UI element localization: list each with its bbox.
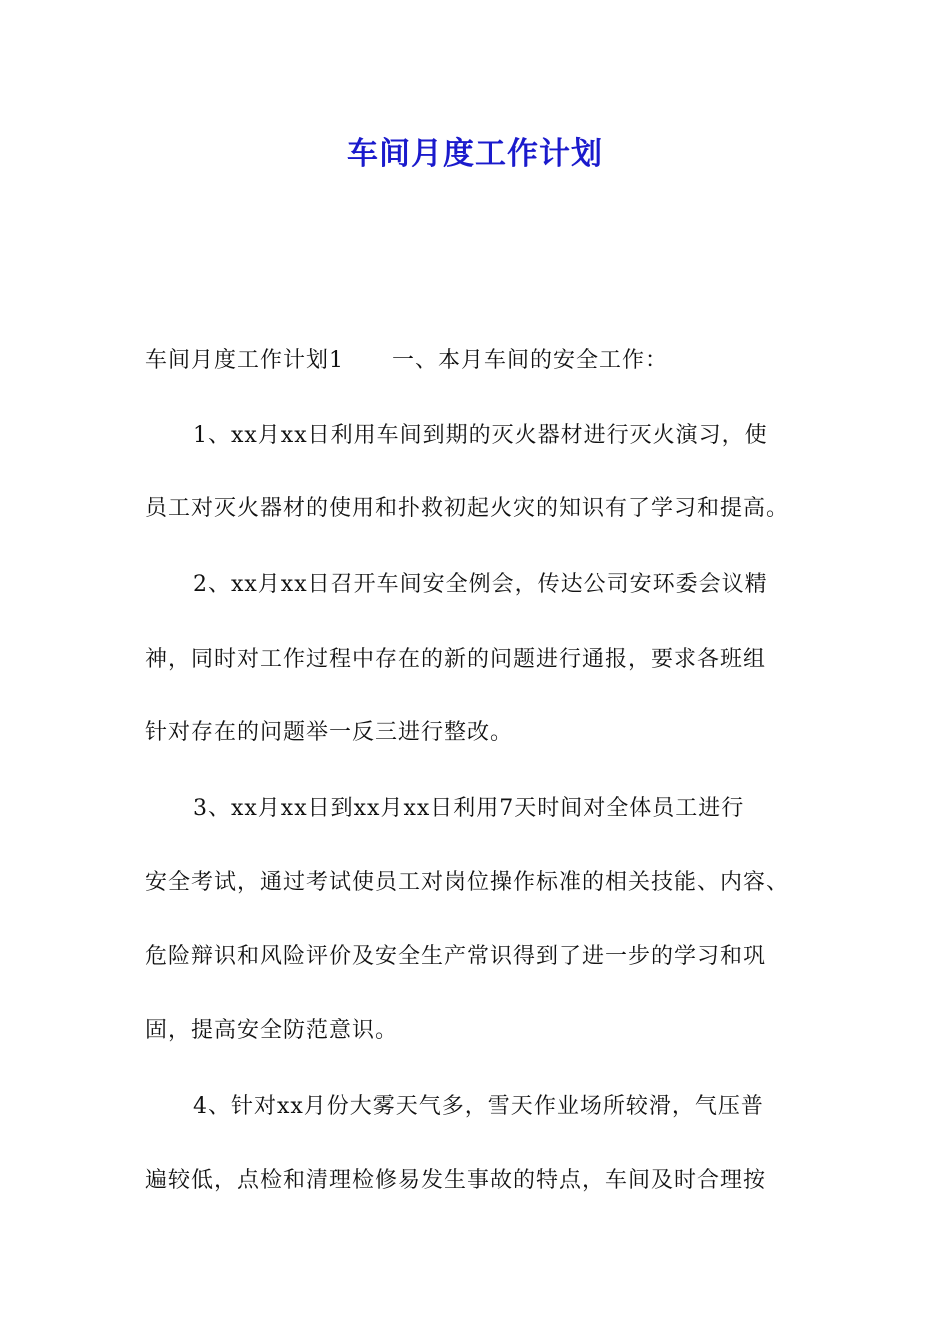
section-heading: 一、本月车间的安全工作： [392, 348, 669, 373]
paragraph-line: 固，提高安全防范意识。 [145, 1018, 399, 1043]
paragraph-line: 危险辩识和风险评价及安全生产常识得到了进一步的学习和巩 [145, 944, 767, 969]
paragraph-line: 2、xx月xx日召开车间安全例会，传达公司安环委会议精 [193, 572, 768, 597]
paragraph-line: 4、针对xx月份大雾天气多，雪天作业场所较滑，气压普 [193, 1094, 764, 1119]
paragraph-line: 神，同时对工作过程中存在的新的问题进行通报，要求各班组 [145, 647, 767, 672]
section-heading-line [145, 346, 668, 376]
paragraph-line: 1、xx月xx日利用车间到期的灭火器材进行灭火演习，使 [193, 423, 768, 448]
paragraph-line: 遍较低，点检和清理检修易发生事故的特点，车间及时合理按 [145, 1168, 767, 1193]
paragraph-line: 安全考试，通过考试使员工对岗位操作标准的相关技能、内容、 [145, 870, 790, 895]
plan-label: 车间月度工作计划1 [145, 348, 344, 373]
paragraph-line: 员工对灭火器材的使用和扑救初起火灾的知识有了学习和提高。 [145, 496, 790, 521]
paragraph-line: 针对存在的问题举一反三进行整改。 [145, 720, 514, 745]
document-title: 车间月度工作计划 [347, 136, 603, 172]
paragraph-line: 3、xx月xx日到xx月xx日利用7天时间对全体员工进行 [193, 796, 745, 821]
